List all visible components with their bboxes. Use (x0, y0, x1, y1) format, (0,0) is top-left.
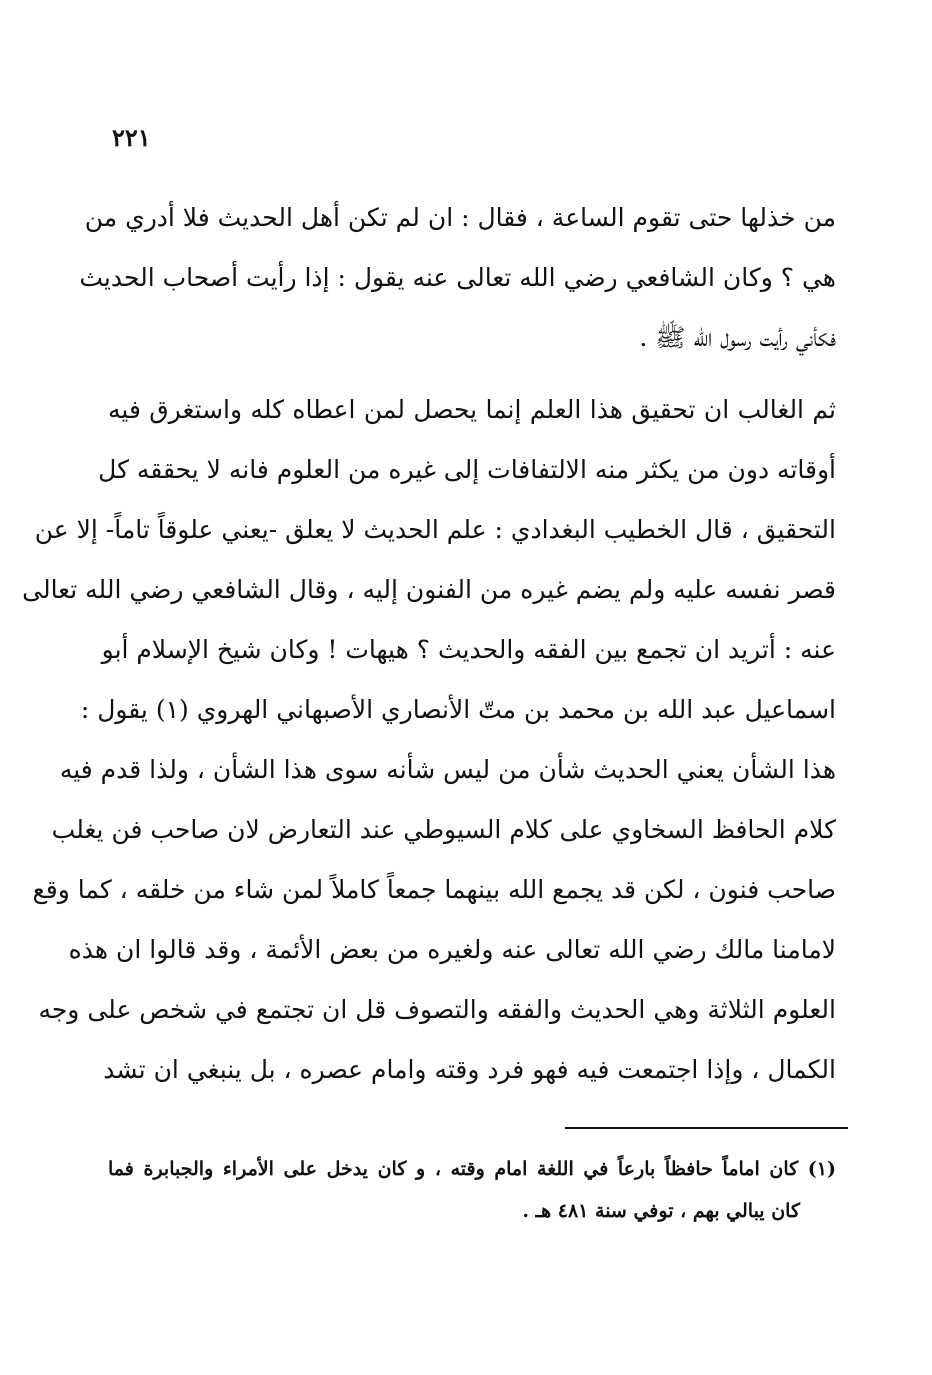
paragraph-1 (79, 188, 836, 368)
text-line: لامامنا مالك رضي الله تعالى عنه ولغيره من بعض الأئمة ، وقد قالوا ان هذه (68, 935, 836, 964)
text-line: عنه : أتريد ان تجمع بين الفقه والحديث ؟ هيهات ! وكان شيخ الإسلام أبو (101, 635, 836, 664)
text-line: ثم الغالب ان تحقيق هذا العلم إنما يحصل لمن اعطاه كله واستغرق فيه (108, 395, 836, 424)
footnote-line: (١) كان اماماً حافظاً بارعاً في اللغة امام وقته ، و كان يدخل على الأمراء والجبابرة فما (108, 1158, 836, 1180)
text-line: قصر نفسه عليه ولم يضم غيره من الفنون إليه ، وقال الشافعي رضي الله تعالى (22, 575, 836, 604)
page-number: ٢٢١ (112, 123, 151, 152)
text-line: من خذلها حتى تقوم الساعة ، فقال : ان لم تكن أهل الحديث فلا أدري من (84, 203, 836, 232)
text-line: هذا الشأن يعني الحديث شأن من ليس شأنه سوى هذا الشأن ، ولذا قدم فيه (59, 755, 836, 784)
text-line: اسماعيل عبد الله بن محمد بن متّ الأنصاري الأصبهاني الهروي (١) يقول : (80, 695, 836, 724)
footnote-line: كان يبالي بهم ، توفي سنة ٤٨١ هـ . (522, 1200, 800, 1222)
text-line: الكمال ، وإذا اجتمعت فيه فهو فرد وقته وامام عصره ، بل ينبغي ان تشد (103, 1055, 836, 1084)
text-line: هي ؟ وكان الشافعي رضي الله تعالى عنه يقول : إذا رأيت أصحاب الحديث (79, 263, 836, 292)
text-line: أوقاته دون من يكثر منه الالتفافات إلى غيره من العلوم فانه لا يحققه كل (98, 455, 836, 484)
text-line: التحقيق ، قال الخطيب البغدادي : علم الحديث لا يعلق -يعني علوقاً تاماً- إلا عن (34, 515, 836, 544)
text-line: صاحب فنون ، لكن قد يجمع الله بينهما جمعاً كاملاً لمن شاء من خلقه ، كما وقع (32, 875, 836, 904)
text-line: فكأني رأيت رسول الله ﷺ . (639, 323, 836, 352)
text-line: كلام الحافظ السخاوي على كلام السيوطي عند التعارض لان صاحب فن يغلب (51, 815, 836, 844)
paragraph-2 (22, 380, 836, 1100)
footnote-divider (565, 1127, 848, 1129)
footnote (108, 1148, 836, 1232)
text-line: العلوم الثلاثة وهي الحديث والفقه والتصوف قل ان تجتمع في شخص على وجه (38, 995, 836, 1024)
